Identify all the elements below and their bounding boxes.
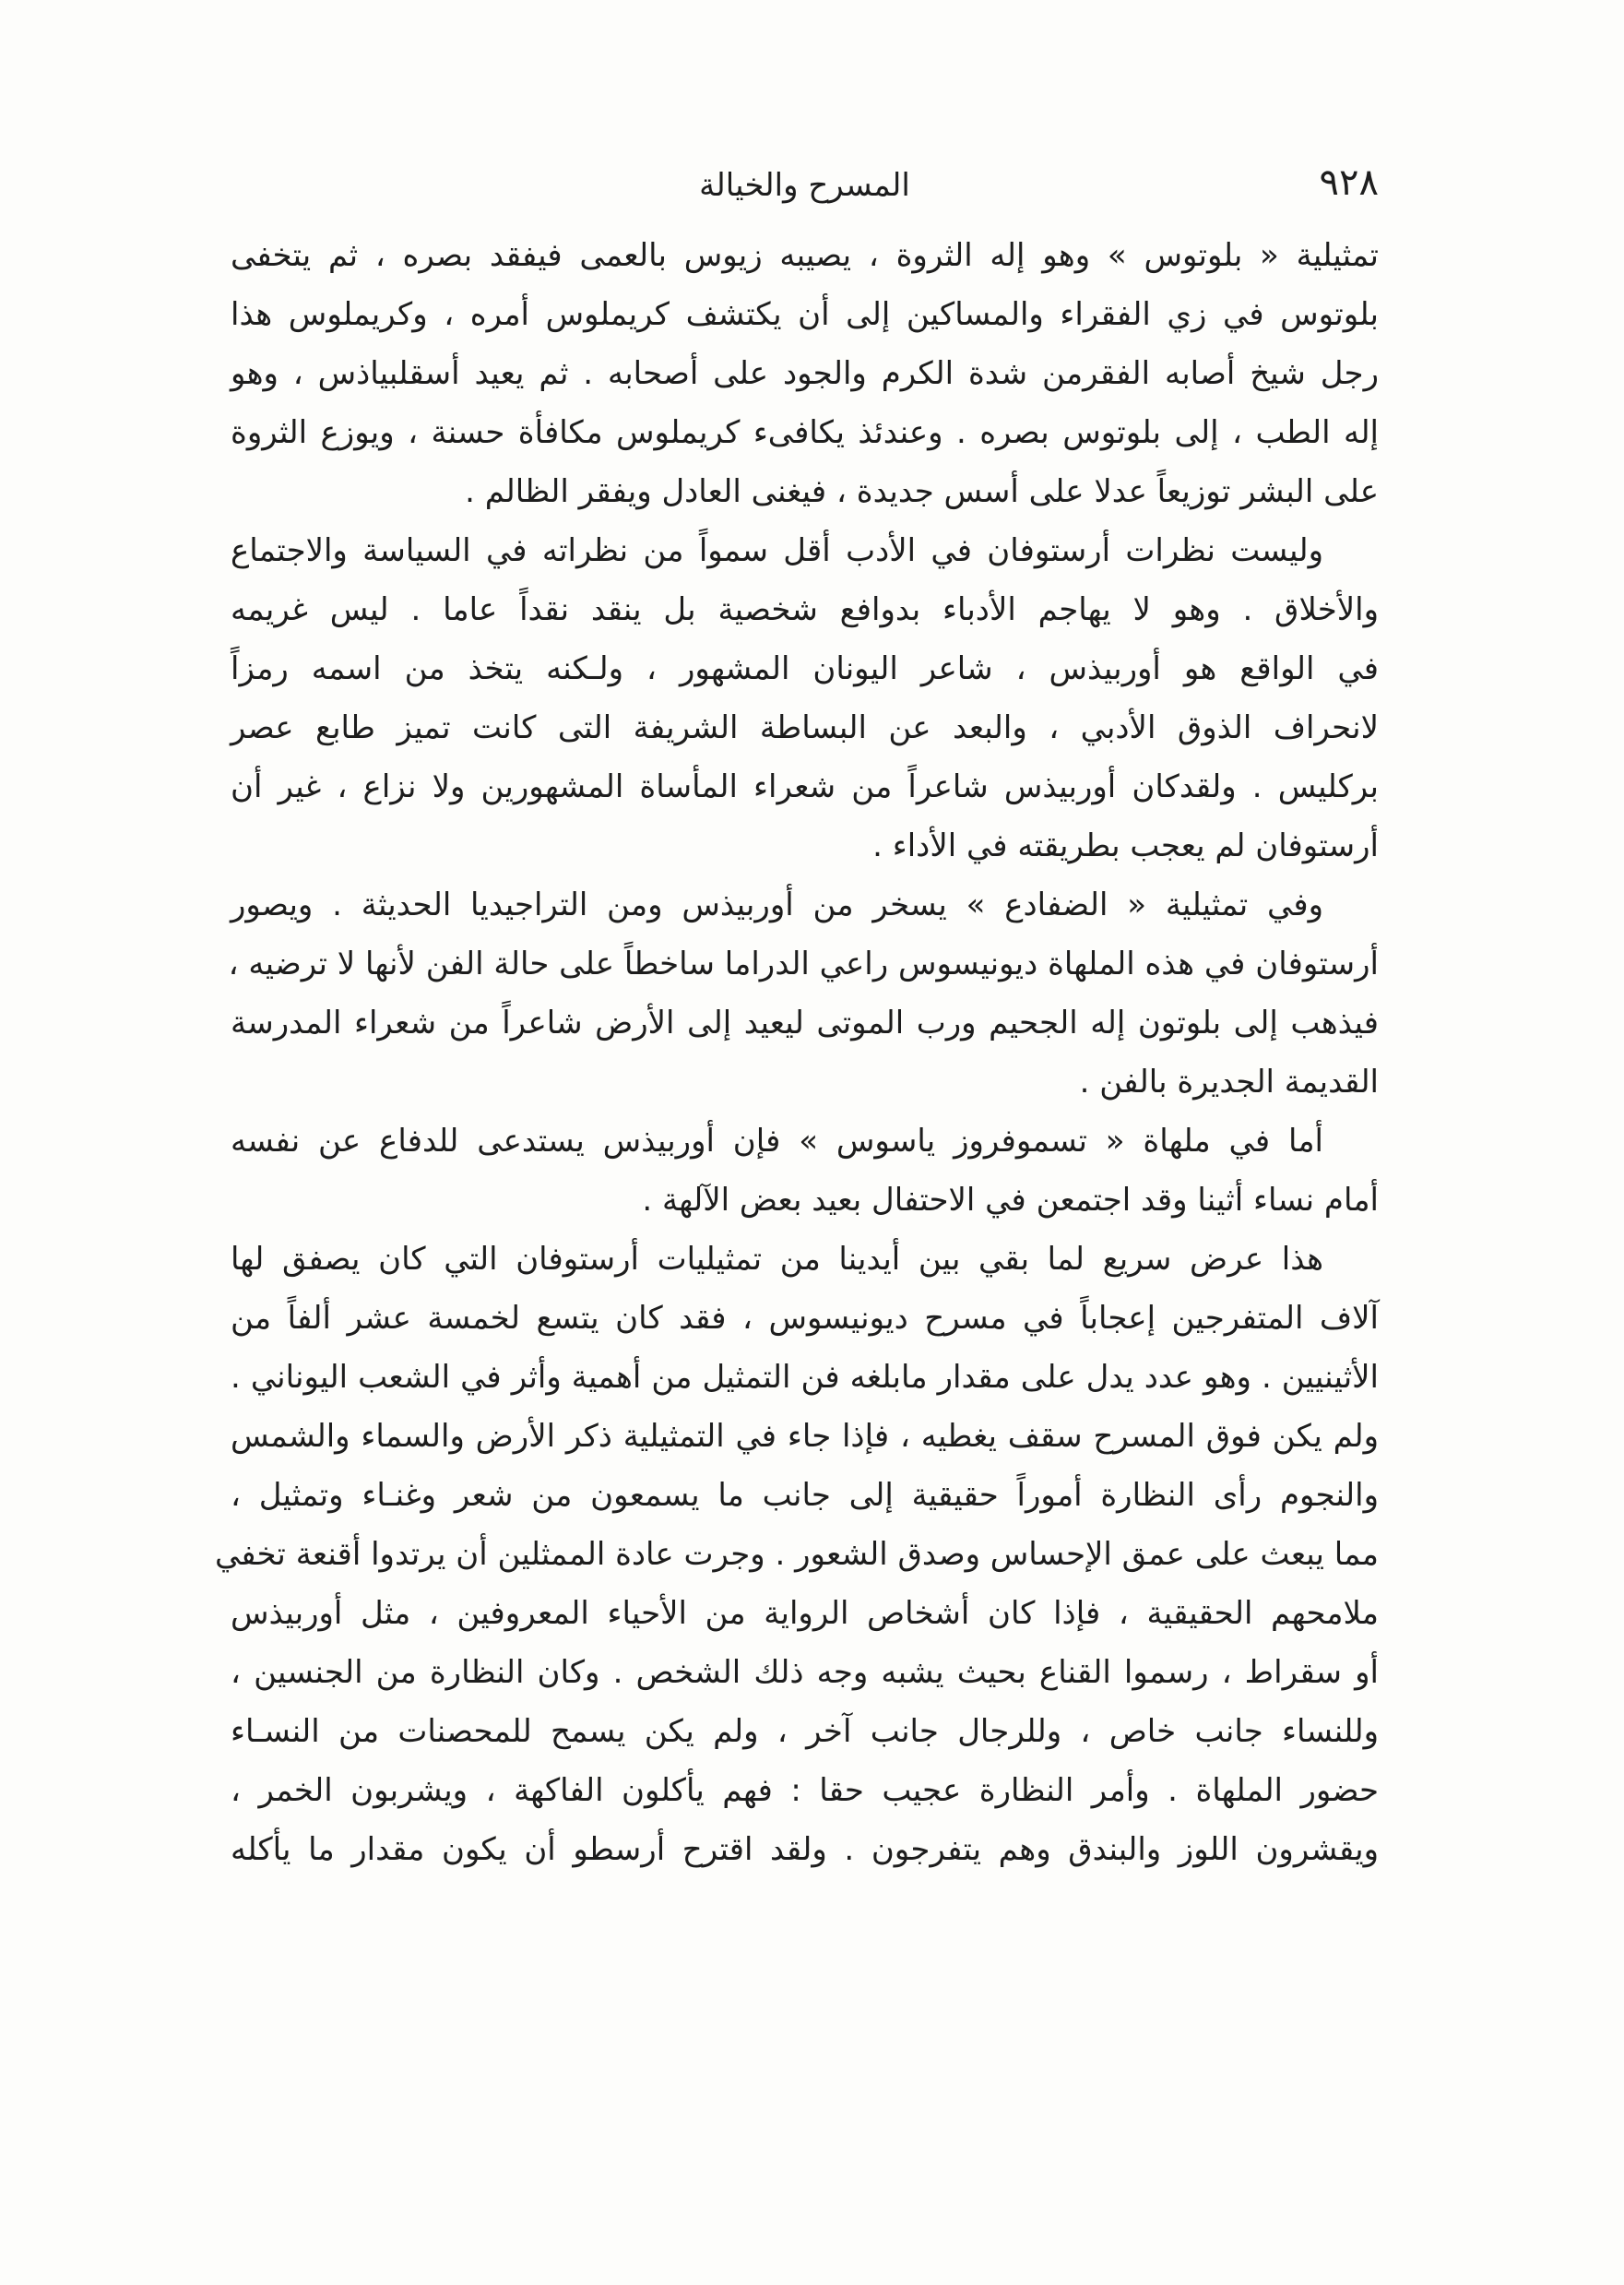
text-line: الأثينيين . وهو عدد يدل على مقدار مابلغه فن التمثيل من أهمية وأثر في الشعب اليوناني . <box>231 1359 1379 1396</box>
text-line: بركليس . ولقدكان أوربيذس شاعراً من شعراء المأساة المشهورين ولا نزاع ، غير أن <box>231 768 1379 805</box>
paragraph <box>214 1230 1379 1879</box>
text-line: ويقشرون اللوز والبندق وهم يتفرجون . ولقد اقترح أرسطو أن يكون مقدار ما يأكله <box>231 1831 1379 1868</box>
text-line: على البشر توزيعاً عدلا على أسس جديدة ، فيغنى العادل ويفقر الظالم . <box>465 473 1379 510</box>
text-line: ولم يكن فوق المسرح سقف يغطيه ، فإذا جاء في التمثيلية ذكر الأرض والسماء والشمس <box>231 1418 1379 1455</box>
text-line: وفي تمثيلية « الضفادع » يسخر من أوربيذس ومن التراجيديا الحديثة . ويصور <box>231 887 1323 923</box>
text-line: فيذهب إلى بلوتون إله الجحيم ورب الموتى ليعيد إلى الأرض شاعراً من شعراء المدرسة <box>231 1005 1379 1041</box>
paragraph <box>228 875 1379 1112</box>
text-line: والأخلاق . وهو لا يهاجم الأدباء بدوافع شخصية بل ينقد نقداً عاما . ليس غريمه <box>231 591 1379 628</box>
text-line: تمثيلية « بلوتوس » وهو إله الثروة ، يصيبه زيوس بالعمى فيفقد بصره ، ثم يتخفى <box>231 237 1379 274</box>
paragraph <box>231 1112 1379 1230</box>
paragraph <box>231 226 1379 521</box>
text-line: ملامحهم الحقيقية ، فإذا كان أشخاص الرواية من الأحياء المعروفين ، مثل أوربيذس <box>231 1595 1379 1632</box>
text-line: حضور الملهاة . وأمر النظارة عجيب حقا : فهم يأكلون الفاكهة ، ويشربون الخمر ، <box>231 1772 1379 1809</box>
text-line: أرستوفان لم يعجب بطريقته في الأداء . <box>872 827 1379 864</box>
text-line: والنجوم رأى النظارة أموراً حقيقية إلى جانب ما يسمعون من شعر وغنـاء وتمثيل ، <box>231 1477 1379 1514</box>
text-line: مما يبعث على عمق الإحساس وصدق الشعور . وجرت عادة الممثلين أن يرتدوا أقنعة تخفي <box>214 1536 1379 1573</box>
text-line: رجل شيخ أصابه الفقرمن شدة الكرم والجود على أصحابه . ثم يعيد أسقلبياذس ، وهو <box>231 355 1379 392</box>
running-title: المسرح والخيالة <box>699 167 910 204</box>
text-line: آلاف المتفرجين إعجاباً في مسرح ديونيسوس ، فقد كان يتسع لخمسة عشر ألفاً من <box>231 1300 1379 1337</box>
text-line: بلوتوس في زي الفقراء والمساكين إلى أن يكتشف كريملوس أمره ، وكريملوس هذا <box>231 296 1379 333</box>
text-line: القديمة الجديرة بالفن . <box>1079 1064 1379 1101</box>
text-line: في الواقع هو أوربيذس ، شاعر اليونان المشهور ، ولـكنه يتخذ من اسمه رمزاً <box>231 650 1379 687</box>
body-text <box>214 226 1379 1879</box>
paragraph <box>231 521 1379 875</box>
text-line: وليست نظرات أرستوفان في الأدب أقل سمواً من نظراته في السياسة والاجتماع <box>231 532 1323 569</box>
text-line: وللنساء جانب خاص ، وللرجال جانب آخر ، ولم يكن يسمح للمحصنات من النسـاء <box>231 1713 1379 1750</box>
text-line: إله الطب ، إلى بلوتوس بصره . وعندئذ يكافىء كريملوس مكافأة حسنة ، ويوزع الثروة <box>231 414 1379 451</box>
page-header <box>231 155 1379 210</box>
text-line: أو سقراط ، رسموا القناع بحيث يشبه وجه ذلك الشخص . وكان النظارة من الجنسين ، <box>231 1654 1379 1691</box>
text-line: أما في ملهاة « تسموفروز ياسوس » فإن أوربيذس يستدعى للدفاع عن نفسه <box>231 1123 1323 1160</box>
text-line: هذا عرض سريع لما بقي بين أيدينا من تمثيليات أرستوفان التي كان يصفق لها <box>231 1241 1323 1278</box>
text-line: أمام نساء أثينا وقد اجتمعن في الاحتفال بعيد بعض الآلهة . <box>642 1182 1379 1219</box>
page-number: ٩٢٨ <box>1319 161 1379 204</box>
text-line: أرستوفان في هذه الملهاة ديونيسوس راعي الدراما ساخطاً على حالة الفن لأنها لا ترضيه ، <box>228 946 1379 982</box>
text-line: لانحراف الذوق الأدبي ، والبعد عن البساطة الشريفة التى كانت تميز طابع عصر <box>231 709 1379 746</box>
